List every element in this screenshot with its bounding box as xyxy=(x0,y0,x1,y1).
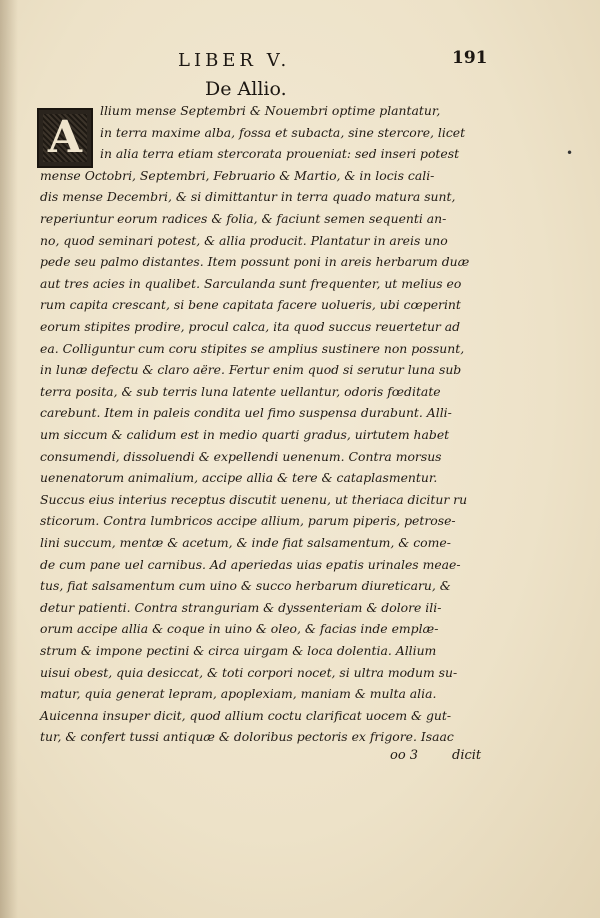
text-line: mense Octobri, Septembri, Februario & Martio, & in locis cali- xyxy=(40,167,435,183)
text-line: llium mense Septembri & Nouembri optime plantatur, xyxy=(100,103,441,118)
section-title: De Allio. xyxy=(205,78,287,100)
text-line: dis mense Decembri, & si dimittantur in terra quado matura sunt, xyxy=(40,189,456,205)
text-line: orum accipe allia & coque in uino & oleo, & facias inde emplæ- xyxy=(40,621,439,637)
text-line: eorum stipites prodire, procul calca, ita quod succus reuertetur ad xyxy=(40,319,461,334)
page-header xyxy=(0,48,600,74)
text-line: detur patienti. Contra stranguriam & dyssenteriam & dolore ili- xyxy=(40,599,442,615)
text-line: lini succum, mentæ & acetum, & inde fiat salsamentum, & come- xyxy=(40,535,451,550)
text-line: in alia terra etiam stercorata proueniat: sed inseri potest xyxy=(100,146,460,162)
text-line: rum capita crescant, si bene capitata facere uolueris, ubi cœperint xyxy=(40,297,461,313)
running-head: LIBER V. xyxy=(178,50,291,71)
text-line: pede seu palmo distantes. Item possunt poni in areis herbarum duæ xyxy=(40,254,470,270)
text-line: de cum pane uel carnibus. Ad aperiedas uias epatis urinales meae- xyxy=(40,556,461,572)
text-line: tus, fiat salsamentum cum uino & succo herbarum diureticaru, & xyxy=(40,578,451,594)
text-line: carebunt. Item in paleis condita uel fimo suspensa durabunt. Alli- xyxy=(40,405,452,421)
initial-ornament xyxy=(43,114,87,162)
text-line: Succus eius interius receptus discutit uenenu, ut theriaca dicitur ru xyxy=(40,491,468,507)
text-line: aut tres acies in qualibet. Sarculanda sunt frequenter, ut melius eo xyxy=(40,275,462,291)
text-line: matur, quia generat lepram, apoplexiam, maniam & multa alia. xyxy=(40,686,437,702)
text-line: uisui obest, quia desiccat, & toti corpori nocet, si ultra modum su- xyxy=(40,664,458,680)
ink-speck: • xyxy=(566,146,574,160)
text-line: sticorum. Contra lumbricos accipe allium, parum piperis, petrose- xyxy=(40,513,456,529)
text-line: uenenatorum animalium, accipe allia & tere & cataplasmentur. xyxy=(40,470,438,486)
text-line: no, quod seminari potest, & allia producit. Plantatur in areis uno xyxy=(40,232,448,248)
text-line: tur, & confert tussi antiquæ & doloribus pectoris ex frigore. Isaac xyxy=(40,729,454,745)
decorated-initial xyxy=(37,108,93,168)
text-line: reperiuntur eorum radices & folia, & faciunt semen sequenti an- xyxy=(40,211,447,226)
catchword: dicit xyxy=(452,748,482,763)
text-line: in lunæ defectu & claro aëre. Fertur enim quod si serutur luna sub xyxy=(40,362,462,378)
text-line: ea. Colliguntur cum coru stipites se amplius sustinere non possunt, xyxy=(40,340,465,356)
initial-letter: A xyxy=(47,112,83,163)
page-footer xyxy=(0,748,600,770)
text-line: strum & impone pectini & circa uirgam & loca dolentia. Allium xyxy=(40,643,437,658)
text-line: in terra maxime alba, fossa et subacta, sine stercore, licet xyxy=(100,124,466,140)
folio-number: 191 xyxy=(452,48,488,68)
text-line: consumendi, dissoluendi & expellendi uenenum. Contra morsus xyxy=(40,448,442,464)
page-gutter-shadow xyxy=(0,0,18,918)
signature-mark: oo 3 xyxy=(390,748,419,763)
text-line: terra posita, & sub terris luna latente uellantur, odoris fœditate xyxy=(40,383,441,399)
text-line: Auicenna insuper dicit, quod allium coctu clarificat uocem & gut- xyxy=(40,707,452,723)
text-line: um siccum & calidum est in medio quarti gradus, uirtutem habet xyxy=(40,427,450,442)
